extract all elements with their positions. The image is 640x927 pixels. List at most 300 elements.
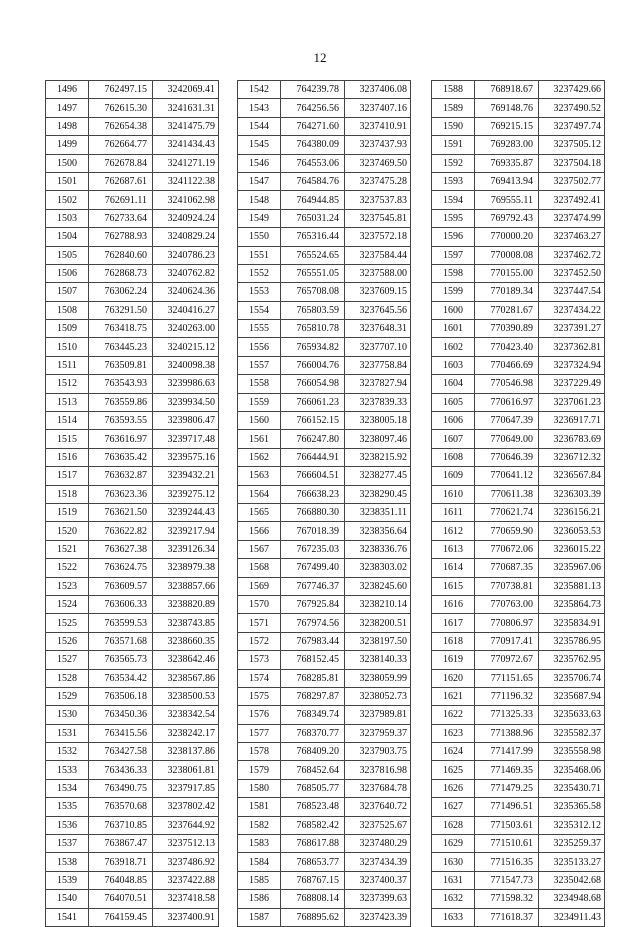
table-row <box>238 393 411 411</box>
y-coordinate: 3235762.95 <box>539 651 605 669</box>
y-coordinate: 3237423.39 <box>345 908 411 926</box>
x-coordinate: 763291.50 <box>89 301 153 319</box>
y-coordinate: 3235881.13 <box>539 577 605 595</box>
table-row <box>46 264 219 282</box>
point-number: 1617 <box>432 614 475 632</box>
table-row <box>432 430 605 448</box>
point-number: 1520 <box>46 522 89 540</box>
table-row <box>46 761 219 779</box>
x-coordinate: 762840.60 <box>89 246 153 264</box>
y-coordinate: 3236303.39 <box>539 485 605 503</box>
x-coordinate: 769215.15 <box>475 117 539 135</box>
x-coordinate: 771196.32 <box>475 687 539 705</box>
x-coordinate: 767499.40 <box>281 559 345 577</box>
point-number: 1551 <box>238 246 281 264</box>
y-coordinate: 3241122.38 <box>153 172 219 190</box>
point-number: 1609 <box>432 467 475 485</box>
table-row <box>238 559 411 577</box>
point-number: 1510 <box>46 338 89 356</box>
table-row <box>238 375 411 393</box>
x-coordinate: 766061.23 <box>281 393 345 411</box>
point-number: 1612 <box>432 522 475 540</box>
table-row <box>432 209 605 227</box>
point-number: 1553 <box>238 283 281 301</box>
point-number: 1569 <box>238 577 281 595</box>
table-row <box>238 99 411 117</box>
point-number: 1549 <box>238 209 281 227</box>
point-number: 1502 <box>46 191 89 209</box>
table-row <box>46 154 219 172</box>
point-number: 1633 <box>432 908 475 926</box>
y-coordinate: 3237469.50 <box>345 154 411 172</box>
x-coordinate: 770008.08 <box>475 246 539 264</box>
y-coordinate: 3240263.00 <box>153 320 219 338</box>
x-coordinate: 762868.73 <box>89 264 153 282</box>
y-coordinate: 3237406.08 <box>345 81 411 99</box>
point-number: 1530 <box>46 706 89 724</box>
point-number: 1574 <box>238 669 281 687</box>
y-coordinate: 3235558.98 <box>539 743 605 761</box>
point-number: 1577 <box>238 724 281 742</box>
table-row <box>238 687 411 705</box>
y-coordinate: 3238303.02 <box>345 559 411 577</box>
y-coordinate: 3238005.18 <box>345 412 411 430</box>
point-number: 1526 <box>46 632 89 650</box>
table-row <box>432 761 605 779</box>
x-coordinate: 770672.06 <box>475 540 539 558</box>
point-number: 1604 <box>432 375 475 393</box>
table-row <box>238 448 411 466</box>
x-coordinate: 763543.93 <box>89 375 153 393</box>
y-coordinate: 3238567.86 <box>153 669 219 687</box>
point-number: 1592 <box>432 154 475 172</box>
y-coordinate: 3242069.41 <box>153 81 219 99</box>
table-row <box>46 724 219 742</box>
y-coordinate: 3239126.34 <box>153 540 219 558</box>
x-coordinate: 768582.42 <box>281 816 345 834</box>
point-number: 1602 <box>432 338 475 356</box>
y-coordinate: 3238137.86 <box>153 743 219 761</box>
x-coordinate: 767983.44 <box>281 632 345 650</box>
y-coordinate: 3238059.99 <box>345 669 411 687</box>
x-coordinate: 768767.15 <box>281 871 345 889</box>
x-coordinate: 765316.44 <box>281 228 345 246</box>
y-coordinate: 3240416.27 <box>153 301 219 319</box>
point-number: 1523 <box>46 577 89 595</box>
x-coordinate: 764271.60 <box>281 117 345 135</box>
x-coordinate: 770649.00 <box>475 430 539 448</box>
x-coordinate: 769413.94 <box>475 172 539 190</box>
y-coordinate: 3237447.54 <box>539 283 605 301</box>
table-row <box>46 356 219 374</box>
table-row <box>46 301 219 319</box>
x-coordinate: 771516.35 <box>475 853 539 871</box>
point-number: 1560 <box>238 412 281 430</box>
y-coordinate: 3238197.50 <box>345 632 411 650</box>
table-row <box>238 301 411 319</box>
table-row <box>238 154 411 172</box>
table-row <box>432 687 605 705</box>
table-row <box>432 448 605 466</box>
x-coordinate: 771151.65 <box>475 669 539 687</box>
y-coordinate: 3237497.74 <box>539 117 605 135</box>
x-coordinate: 770390.89 <box>475 320 539 338</box>
table-row <box>46 136 219 154</box>
x-coordinate: 770616.97 <box>475 393 539 411</box>
table-row <box>432 81 605 99</box>
y-coordinate: 3238642.46 <box>153 651 219 669</box>
table-row <box>432 246 605 264</box>
x-coordinate: 763534.42 <box>89 669 153 687</box>
x-coordinate: 763627.38 <box>89 540 153 558</box>
point-number: 1576 <box>238 706 281 724</box>
table-row <box>432 614 605 632</box>
table-row <box>238 117 411 135</box>
y-coordinate: 3238200.51 <box>345 614 411 632</box>
point-number: 1542 <box>238 81 281 99</box>
y-coordinate: 3237400.91 <box>153 908 219 926</box>
table-row <box>432 669 605 687</box>
x-coordinate: 763565.73 <box>89 651 153 669</box>
y-coordinate: 3237362.81 <box>539 338 605 356</box>
x-coordinate: 771325.33 <box>475 706 539 724</box>
y-coordinate: 3238061.81 <box>153 761 219 779</box>
table-row <box>432 467 605 485</box>
point-number: 1603 <box>432 356 475 374</box>
table-row <box>432 743 605 761</box>
y-coordinate: 3235430.71 <box>539 779 605 797</box>
point-number: 1614 <box>432 559 475 577</box>
x-coordinate: 766604.51 <box>281 467 345 485</box>
point-number: 1514 <box>46 412 89 430</box>
y-coordinate: 3237462.72 <box>539 246 605 264</box>
y-coordinate: 3238140.33 <box>345 651 411 669</box>
x-coordinate: 763606.33 <box>89 595 153 613</box>
table-row <box>432 136 605 154</box>
point-number: 1522 <box>46 559 89 577</box>
y-coordinate: 3235312.12 <box>539 816 605 834</box>
table-row <box>432 320 605 338</box>
table-row <box>46 871 219 889</box>
y-coordinate: 3238351.11 <box>345 503 411 521</box>
x-coordinate: 766004.76 <box>281 356 345 374</box>
table-row <box>238 338 411 356</box>
x-coordinate: 769148.76 <box>475 99 539 117</box>
table-row <box>238 81 411 99</box>
point-number: 1501 <box>46 172 89 190</box>
x-coordinate: 762678.84 <box>89 154 153 172</box>
y-coordinate: 3235967.06 <box>539 559 605 577</box>
x-coordinate: 768895.62 <box>281 908 345 926</box>
point-number: 1556 <box>238 338 281 356</box>
x-coordinate: 765708.08 <box>281 283 345 301</box>
table-row <box>238 412 411 430</box>
table-row <box>432 651 605 669</box>
table-row <box>238 191 411 209</box>
x-coordinate: 763622.82 <box>89 522 153 540</box>
table-row <box>238 522 411 540</box>
table-row <box>238 577 411 595</box>
y-coordinate: 3237474.99 <box>539 209 605 227</box>
y-coordinate: 3237917.85 <box>153 779 219 797</box>
y-coordinate: 3235582.37 <box>539 724 605 742</box>
table-row <box>432 853 605 871</box>
y-coordinate: 3237324.94 <box>539 356 605 374</box>
y-coordinate: 3237644.92 <box>153 816 219 834</box>
y-coordinate: 3236712.32 <box>539 448 605 466</box>
table-row <box>46 632 219 650</box>
point-number: 1529 <box>46 687 89 705</box>
table-row <box>46 890 219 908</box>
x-coordinate: 770972.67 <box>475 651 539 669</box>
table-row <box>46 246 219 264</box>
point-number: 1625 <box>432 761 475 779</box>
y-coordinate: 3238857.66 <box>153 577 219 595</box>
y-coordinate: 3237839.33 <box>345 393 411 411</box>
table-row <box>238 798 411 816</box>
y-coordinate: 3234948.68 <box>539 890 605 908</box>
table-row <box>46 81 219 99</box>
point-number: 1627 <box>432 798 475 816</box>
y-coordinate: 3236015.22 <box>539 540 605 558</box>
x-coordinate: 771618.37 <box>475 908 539 926</box>
x-coordinate: 764380.09 <box>281 136 345 154</box>
y-coordinate: 3239717.48 <box>153 430 219 448</box>
x-coordinate: 762687.61 <box>89 172 153 190</box>
x-coordinate: 763571.68 <box>89 632 153 650</box>
point-number: 1582 <box>238 816 281 834</box>
point-number: 1504 <box>46 228 89 246</box>
x-coordinate: 763867.47 <box>89 835 153 853</box>
x-coordinate: 763418.75 <box>89 320 153 338</box>
point-number: 1503 <box>46 209 89 227</box>
point-number: 1558 <box>238 375 281 393</box>
x-coordinate: 763570.68 <box>89 798 153 816</box>
point-number: 1622 <box>432 706 475 724</box>
point-number: 1527 <box>46 651 89 669</box>
table-row <box>46 338 219 356</box>
y-coordinate: 3240624.36 <box>153 283 219 301</box>
y-coordinate: 3237434.22 <box>539 301 605 319</box>
table-row <box>238 540 411 558</box>
table-row <box>46 228 219 246</box>
point-number: 1564 <box>238 485 281 503</box>
point-number: 1610 <box>432 485 475 503</box>
point-number: 1573 <box>238 651 281 669</box>
y-coordinate: 3235687.94 <box>539 687 605 705</box>
table-row <box>46 798 219 816</box>
table-row <box>238 853 411 871</box>
point-number: 1506 <box>46 264 89 282</box>
y-coordinate: 3240829.24 <box>153 228 219 246</box>
point-number: 1552 <box>238 264 281 282</box>
x-coordinate: 763445.23 <box>89 338 153 356</box>
y-coordinate: 3239575.16 <box>153 448 219 466</box>
point-number: 1613 <box>432 540 475 558</box>
y-coordinate: 3241062.98 <box>153 191 219 209</box>
point-number: 1621 <box>432 687 475 705</box>
table-row <box>46 687 219 705</box>
y-coordinate: 3237418.58 <box>153 890 219 908</box>
x-coordinate: 768152.45 <box>281 651 345 669</box>
x-coordinate: 767974.56 <box>281 614 345 632</box>
x-coordinate: 768523.48 <box>281 798 345 816</box>
table-row <box>432 559 605 577</box>
y-coordinate: 3240762.82 <box>153 264 219 282</box>
point-number: 1591 <box>432 136 475 154</box>
point-number: 1587 <box>238 908 281 926</box>
table-row <box>46 320 219 338</box>
x-coordinate: 764048.85 <box>89 871 153 889</box>
x-coordinate: 763506.18 <box>89 687 153 705</box>
x-coordinate: 762733.64 <box>89 209 153 227</box>
point-number: 1583 <box>238 835 281 853</box>
y-coordinate: 3238743.85 <box>153 614 219 632</box>
point-number: 1598 <box>432 264 475 282</box>
x-coordinate: 770763.00 <box>475 595 539 613</box>
table-row <box>432 228 605 246</box>
x-coordinate: 770189.34 <box>475 283 539 301</box>
y-coordinate: 3237640.72 <box>345 798 411 816</box>
y-coordinate: 3237504.18 <box>539 154 605 172</box>
point-number: 1497 <box>46 99 89 117</box>
y-coordinate: 3239806.47 <box>153 412 219 430</box>
table-row <box>432 375 605 393</box>
point-number: 1541 <box>46 908 89 926</box>
table-row <box>238 136 411 154</box>
point-number: 1568 <box>238 559 281 577</box>
point-number: 1581 <box>238 798 281 816</box>
y-coordinate: 3235365.58 <box>539 798 605 816</box>
y-coordinate: 3235786.95 <box>539 632 605 650</box>
x-coordinate: 763632.87 <box>89 467 153 485</box>
table-row <box>432 191 605 209</box>
point-number: 1559 <box>238 393 281 411</box>
point-number: 1632 <box>432 890 475 908</box>
point-number: 1512 <box>46 375 89 393</box>
table-row <box>46 651 219 669</box>
coordinate-table-1 <box>45 80 219 927</box>
point-number: 1624 <box>432 743 475 761</box>
table-row <box>238 320 411 338</box>
x-coordinate: 766152.15 <box>281 412 345 430</box>
table-row <box>238 485 411 503</box>
table-row <box>46 430 219 448</box>
x-coordinate: 766444.91 <box>281 448 345 466</box>
table-row <box>432 835 605 853</box>
y-coordinate: 3241631.31 <box>153 99 219 117</box>
x-coordinate: 771496.51 <box>475 798 539 816</box>
point-number: 1628 <box>432 816 475 834</box>
y-coordinate: 3239217.94 <box>153 522 219 540</box>
y-coordinate: 3237707.10 <box>345 338 411 356</box>
point-number: 1590 <box>432 117 475 135</box>
point-number: 1543 <box>238 99 281 117</box>
x-coordinate: 771503.61 <box>475 816 539 834</box>
table-row <box>432 816 605 834</box>
x-coordinate: 763509.81 <box>89 356 153 374</box>
y-coordinate: 3237525.67 <box>345 816 411 834</box>
table-row <box>238 651 411 669</box>
point-number: 1611 <box>432 503 475 521</box>
table-row <box>432 172 605 190</box>
y-coordinate: 3237816.98 <box>345 761 411 779</box>
table-row <box>432 264 605 282</box>
point-number: 1511 <box>46 356 89 374</box>
y-coordinate: 3238820.89 <box>153 595 219 613</box>
point-number: 1524 <box>46 595 89 613</box>
table-row <box>46 669 219 687</box>
table-row <box>432 540 605 558</box>
y-coordinate: 3237475.28 <box>345 172 411 190</box>
y-coordinate: 3239432.21 <box>153 467 219 485</box>
x-coordinate: 764070.51 <box>89 890 153 908</box>
table-row <box>432 577 605 595</box>
table-row <box>238 246 411 264</box>
table-row <box>238 816 411 834</box>
table-row <box>238 283 411 301</box>
y-coordinate: 3237758.84 <box>345 356 411 374</box>
point-number: 1538 <box>46 853 89 871</box>
coordinate-table-2 <box>237 80 411 927</box>
y-coordinate: 3237512.13 <box>153 835 219 853</box>
x-coordinate: 765810.78 <box>281 320 345 338</box>
x-coordinate: 770155.00 <box>475 264 539 282</box>
table-row <box>432 779 605 797</box>
point-number: 1597 <box>432 246 475 264</box>
x-coordinate: 771598.32 <box>475 890 539 908</box>
page-number: 12 <box>313 50 327 65</box>
table-row <box>238 228 411 246</box>
y-coordinate: 3240924.24 <box>153 209 219 227</box>
x-coordinate: 769555.11 <box>475 191 539 209</box>
point-number: 1519 <box>46 503 89 521</box>
point-number: 1575 <box>238 687 281 705</box>
y-coordinate: 3238277.45 <box>345 467 411 485</box>
table-row <box>238 669 411 687</box>
point-number: 1498 <box>46 117 89 135</box>
table-row <box>46 908 219 926</box>
point-number: 1619 <box>432 651 475 669</box>
table-row <box>432 283 605 301</box>
table-row <box>46 614 219 632</box>
table-row <box>46 191 219 209</box>
point-number: 1533 <box>46 761 89 779</box>
y-coordinate: 3237437.93 <box>345 136 411 154</box>
y-coordinate: 3240098.38 <box>153 356 219 374</box>
table-row <box>238 595 411 613</box>
table-row <box>238 430 411 448</box>
point-number: 1500 <box>46 154 89 172</box>
point-number: 1631 <box>432 871 475 889</box>
x-coordinate: 770621.74 <box>475 503 539 521</box>
x-coordinate: 769335.87 <box>475 154 539 172</box>
point-number: 1580 <box>238 779 281 797</box>
table-row <box>238 209 411 227</box>
table-row <box>46 99 219 117</box>
x-coordinate: 763635.42 <box>89 448 153 466</box>
table-row <box>432 485 605 503</box>
y-coordinate: 3235864.73 <box>539 595 605 613</box>
y-coordinate: 3235259.37 <box>539 835 605 853</box>
table-row <box>46 283 219 301</box>
x-coordinate: 770917.41 <box>475 632 539 650</box>
table-row <box>46 393 219 411</box>
y-coordinate: 3237989.81 <box>345 706 411 724</box>
table-row <box>432 798 605 816</box>
x-coordinate: 764256.56 <box>281 99 345 117</box>
y-coordinate: 3237399.63 <box>345 890 411 908</box>
